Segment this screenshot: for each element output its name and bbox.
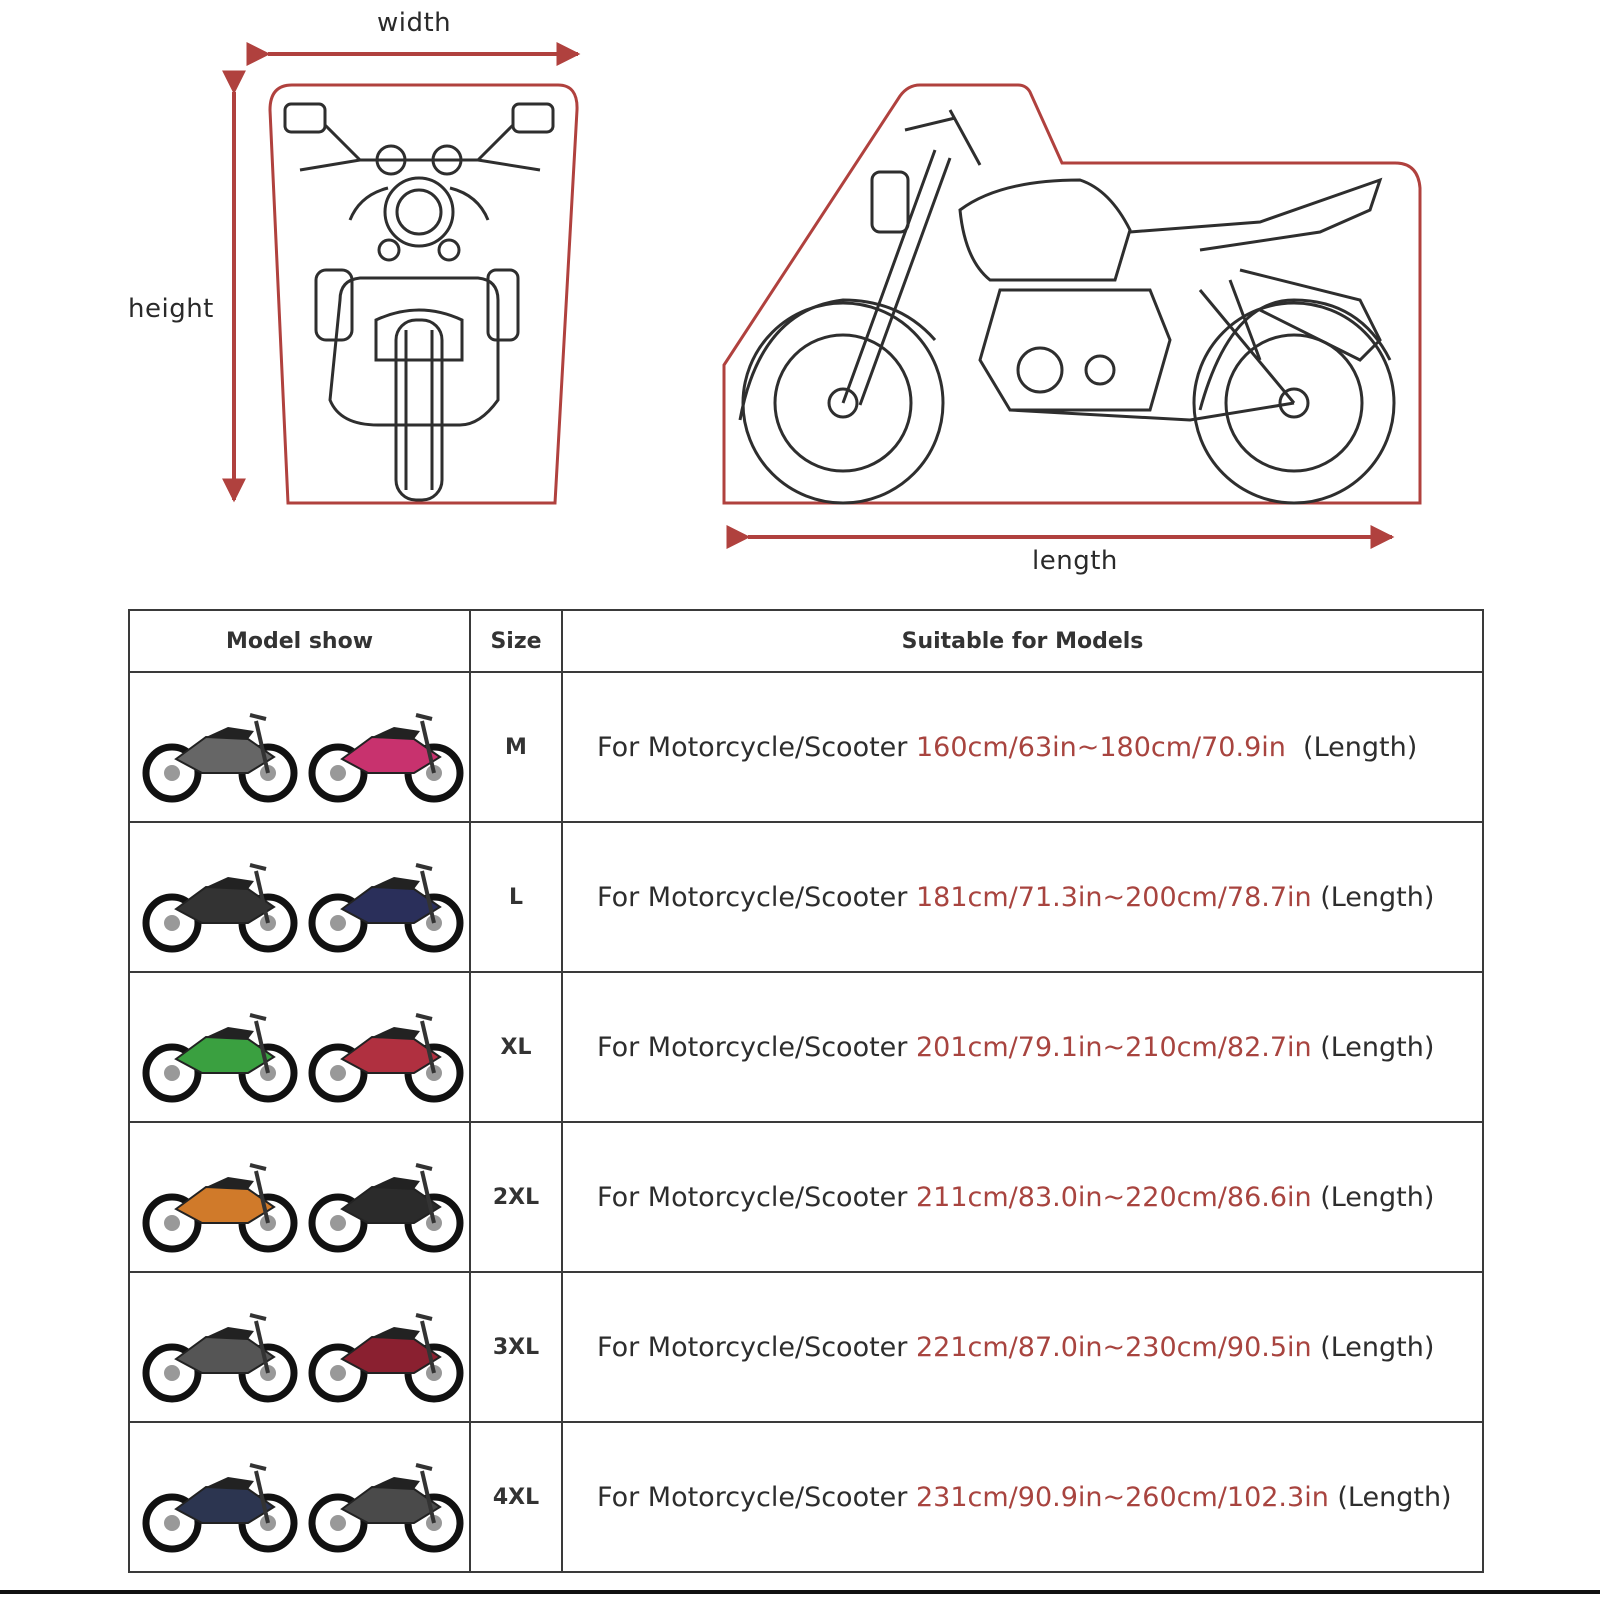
size-cell: 2XL [470, 1122, 562, 1272]
length-suffix-text: (Length) [1311, 1181, 1435, 1213]
table-row [129, 1272, 1483, 1422]
side-motorcycle-drawing [740, 110, 1394, 503]
sport-motorcycle-icon [302, 981, 470, 1111]
bicycle-icon [136, 681, 304, 811]
suitable-models-cell [562, 1422, 1483, 1572]
vehicle-type-text: For Motorcycle/Scooter [597, 731, 916, 763]
header-suitable-models: Suitable for Models [562, 610, 1483, 672]
model-images-cell [129, 972, 470, 1122]
suitable-models-cell [562, 822, 1483, 972]
vehicle-type-text: For Motorcycle/Scooter [597, 1181, 916, 1213]
motorcycle-icon [136, 831, 304, 961]
length-suffix-text: (Length) [1328, 1481, 1452, 1513]
table-row [129, 1122, 1483, 1272]
size-chart-table [128, 609, 1484, 1573]
length-range-text: 211cm/83.0in~220cm/86.6in [915, 1181, 1312, 1213]
scooter-icon [302, 681, 470, 811]
model-images-cell [129, 1422, 470, 1572]
cruiser-motorcycle-icon [302, 1431, 470, 1561]
front-motorcycle-drawing [285, 104, 553, 500]
touring-motorcycle-icon [136, 1281, 304, 1411]
size-cell: XL [470, 972, 562, 1122]
table-header-row [129, 610, 1483, 672]
suitable-models-cell [562, 1122, 1483, 1272]
scooter-icon [302, 831, 470, 961]
model-images-cell [129, 822, 470, 972]
dirt-bike-icon [136, 1131, 304, 1261]
size-cell: 4XL [470, 1422, 562, 1572]
table-row [129, 972, 1483, 1122]
model-images-cell [129, 1272, 470, 1422]
cruiser-motorcycle-icon [136, 1431, 304, 1561]
bottom-rule [0, 1590, 1600, 1594]
length-range-text: 181cm/71.3in~200cm/78.7in [915, 881, 1312, 913]
vehicle-type-text: For Motorcycle/Scooter [597, 1331, 916, 1363]
suitable-models-cell [562, 972, 1483, 1122]
length-range-text: 160cm/63in~180cm/70.9in [915, 731, 1286, 763]
vehicle-type-text: For Motorcycle/Scooter [597, 1031, 916, 1063]
length-range-text: 231cm/90.9in~260cm/102.3in [915, 1481, 1329, 1513]
length-label: length [1032, 546, 1118, 576]
suitable-models-cell [562, 1272, 1483, 1422]
length-suffix-text: (Length) [1311, 881, 1435, 913]
model-images-cell [129, 1122, 470, 1272]
naked-motorcycle-icon [302, 1131, 470, 1261]
side-cover-outline [724, 85, 1420, 503]
length-suffix-text: (Length) [1311, 1031, 1435, 1063]
length-range-text: 201cm/79.1in~210cm/82.7in [915, 1031, 1312, 1063]
sport-motorcycle-icon [136, 981, 304, 1111]
vehicle-type-text: For Motorcycle/Scooter [597, 1481, 916, 1513]
height-label: height [128, 294, 214, 324]
table-row [129, 672, 1483, 822]
vehicle-type-text: For Motorcycle/Scooter [597, 881, 916, 913]
maxi-scooter-icon [302, 1281, 470, 1411]
length-suffix-text: (Length) [1285, 731, 1418, 763]
table-row [129, 1422, 1483, 1572]
size-cell: L [470, 822, 562, 972]
size-cell: M [470, 672, 562, 822]
length-range-text: 221cm/87.0in~230cm/90.5in [915, 1331, 1312, 1363]
length-suffix-text: (Length) [1311, 1331, 1435, 1363]
width-label: width [377, 8, 452, 38]
header-size: Size [470, 610, 562, 672]
dimension-diagrams [0, 0, 1600, 600]
table-row [129, 822, 1483, 972]
model-images-cell [129, 672, 470, 822]
header-model-show: Model show [129, 610, 470, 672]
size-cell: 3XL [470, 1272, 562, 1422]
suitable-models-cell [562, 672, 1483, 822]
